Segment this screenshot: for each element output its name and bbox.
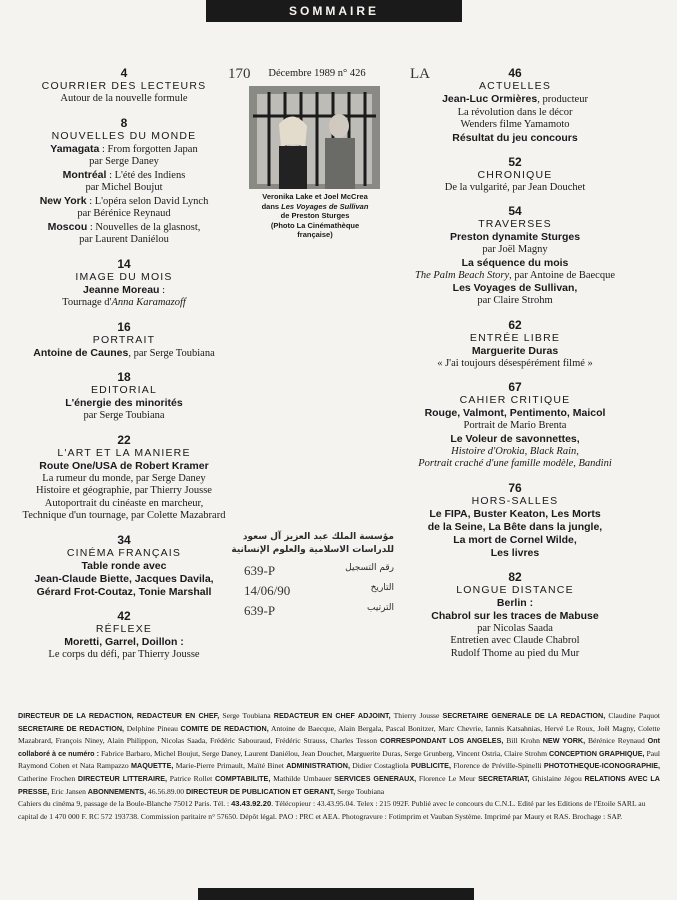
handwritten-number: 170 <box>228 66 251 82</box>
toc-entry-4: 4 COURRIER DES LECTEURS Autour de la nouvelle formule <box>0 66 248 106</box>
page-number: 18 <box>117 370 131 384</box>
toc-entry-22: 22 L'ART ET LA MANIERE Route One/USA de Robert Kramer La rumeur du monde, par Serge Daney Histoire et géographie, par Thierry Jousse Autoportrait du cinéaste en marcheur, Technique d'un tournage, par Colette Mazabrard <box>0 433 248 523</box>
page-number: 8 <box>120 115 128 130</box>
section-title: TRAVERSES <box>478 218 552 230</box>
toc-entry-18: 18 EDITORIAL L'énergie des minorités par Serge Toubiana <box>0 370 248 423</box>
film-still-image <box>249 86 380 189</box>
section-title: RÉFLEXE <box>95 622 153 635</box>
page-number: 82 <box>508 569 522 584</box>
page-number: 22 <box>117 432 131 447</box>
section-title: PORTRAIT <box>92 333 156 346</box>
section-title: NOUVELLES DU MONDE <box>51 129 197 142</box>
bottom-bar <box>198 888 474 900</box>
page-title: SOMMAIRE <box>289 4 379 18</box>
page-number: 67 <box>508 380 522 394</box>
section-title: ENTRÉE LIBRE <box>469 331 561 344</box>
page-number: 46 <box>508 66 522 80</box>
section-title: EDITORIAL <box>90 384 158 396</box>
page-number: 52 <box>508 154 522 169</box>
page-number: 4 <box>120 66 128 80</box>
toc-entry-76: 76 HORS-SALLES Le FIPA, Buster Keaton, Les Morts de la Seine, La Bête dans la jungle, La mort de Cornel Wilde, Les livres <box>380 481 650 560</box>
section-title: L'ART ET LA MANIERE <box>57 446 191 459</box>
credits-block: DIRECTEUR DE LA REDACTION, REDACTEUR EN CHEF, Serge Toubiana REDACTEUR EN CHEF ADJOINT, Thierry Jousse SECRETAIRE GENERALE DE LA REDACTION, Claudine Paquot SECRETAIRE DE REDACTION, Delphine Pineau COMITE DE REDACTION, Antoine de Baecque, Alain Bergala, Pascal Bonitzer, Marc Chevrie, Iannis Katsahnias, Hervé Le Roux, Joël Magny, Colette Mazabrard, François Niney, Alain Philippon, Nicolas Saada, Frédéric Sabouraud, Frédéric Strauss, Charles Tesson CORRESPONDANT LOS ANGELES, Bill Krohn NEW YORK, Bérénice Reynaud Ont collaboré à ce numéro : Fabrice Barbaro, Michel Boujut, Serge Daney, Laurent Daniélou, Jean Douchet, Marguerite Duras, Serge Grunberg, Vincent Ostria, Claire Strohm CONCEPTION GRAPHIQUE, Paul Raymond Cohen et Nata Rampazzo MAQUETTE, Marie-Pierre Primault, Maïté Binet ADMINISTRATION, Didier Costagliola PUBLICITE, Florence de Préville-Spinelli PHOTOTHEQUE-ICONOGRAPHIE, Catherine Frochen DIRECTEUR LITTERAIRE, Patrice Rollet COMPTABILITE, Mathilde Umbauer SERVICES GENERAUX, Florence Le Meur SECRETARIAT, Ghislaine Jégou RELATIONS AVEC LA PRESSE, Eric Jansen ABONNEMENTS, 46.56.89.00 DIRECTEUR DE PUBLICATION ET GERANT, Serge Toubiana <box>18 711 660 796</box>
toc-entry-62: 62 ENTRÉE LIBRE Marguerite Duras « J'ai toujours désespérément filmé » <box>380 318 650 371</box>
handwritten-letters: LA <box>410 66 430 82</box>
toc-entry-8: 8 NOUVELLES DU MONDE Yamagata : From forgotten Japan par Serge Daney Montréal : L'été des Indiens par Michel Boujut New York : L'opéra selon David Lynch par Bérénice Reynaud Moscou : Nouvelles de la glasnost, par Laurent Daniélou <box>0 116 248 247</box>
page-number: 54 <box>508 204 522 218</box>
toc-right-column <box>380 66 650 670</box>
toc-left-column <box>0 66 248 671</box>
page-number: 42 <box>117 608 131 623</box>
publisher-footer: Cahiers du cinéma 9, passage de la Boule-Blanche 75012 Paris. Tél. : 43.43.92.20. Télécopieur : 43.43.95.04. Telex : 215 092F. Publié avec le concours du C.N.L. Edité par les Editions de l'Etoile SARL au capital de 1 470 000 F. RC 572 193738. Commission paritaire n° 57650. Dépôt légal. PAO : PRC et AEA. Photogravure : Fotimprim et Vauban Système. Imprimé par Maury et RAS. Brochage : SAP. <box>18 799 646 821</box>
header-bar <box>206 0 462 22</box>
toc-entry-82: 82 LONGUE DISTANCE Berlin : Chabrol sur les traces de Mabuse par Nicolas Saada Entretien avec Claude Chabrol Rudolf Thome au pied du Mur <box>380 570 650 661</box>
toc-entry-14: 14 IMAGE DU MOIS Jeanne Moreau : Tournage d'Anna Karamazoff <box>0 257 248 310</box>
section-title: CINÉMA FRANÇAIS <box>66 546 182 559</box>
section-title: CAHIER CRITIQUE <box>459 394 571 406</box>
toc-entry-42: 42 RÉFLEXE Moretti, Garrel, Doillon : Le corps du défi, par Thierry Jousse <box>0 609 248 662</box>
photo-caption: Veronika Lake et Joel McCrea dans Les Voyages de Sullivan de Preston Sturges (Photo La Cinémathèque française) <box>261 192 369 239</box>
page-number: 62 <box>508 317 522 332</box>
section-title: ACTUELLES <box>478 80 552 92</box>
section-title: HORS-SALLES <box>471 494 559 507</box>
toc-entry-46: 46 ACTUELLES Jean-Luc Ormières, producteur La révolution dans le décor Wenders filme Yamamoto Résultat du jeu concours <box>380 66 650 145</box>
toc-entry-34: 34 CINÉMA FRANÇAIS Table ronde avec Jean-Claude Biette, Jacques Davila, Gérard Frot-Coutaz, Tonie Marshall <box>0 533 248 599</box>
section-title: COURRIER DES LECTEURS <box>41 80 207 92</box>
section-title: LONGUE DISTANCE <box>456 583 574 596</box>
page-number: 16 <box>117 319 131 334</box>
page-number: 76 <box>508 480 522 495</box>
toc-entry-52: 52 CHRONIQUE De la vulgarité, par Jean Douchet <box>380 155 650 195</box>
library-stamp: مؤسسة الملك عبد العزيز آل سعود للدراسات الاسلامية والعلوم الإنسانية رقم التسجيل 639-P التاريخ 14/06/90 الترتيب 639-P <box>231 532 394 618</box>
toc-entry-16: 16 PORTRAIT Antoine de Caunes, par Serge Toubiana <box>0 320 248 361</box>
section-title: IMAGE DU MOIS <box>75 270 173 283</box>
issue-date: Décembre 1989 n° 426 <box>268 68 366 79</box>
page-number: 14 <box>117 256 131 271</box>
toc-entry-67: 67 CAHIER CRITIQUE Rouge, Valmont, Pentimento, Maicol Portrait de Mario Brenta Le Voleur de savonnettes, Histoire d'Orokia, Black Rain, Portrait craché d'une famille modèle, Bandini <box>380 380 650 471</box>
cover-photo <box>249 86 380 189</box>
page-number: 34 <box>117 532 131 547</box>
section-title: CHRONIQUE <box>477 168 553 181</box>
toc-entry-54: 54 TRAVERSES Preston dynamite Sturges par Joël Magny La séquence du mois The Palm Beach Story, par Antoine de Baecque Les Voyages de Sullivan, par Claire Strohm <box>380 204 650 308</box>
